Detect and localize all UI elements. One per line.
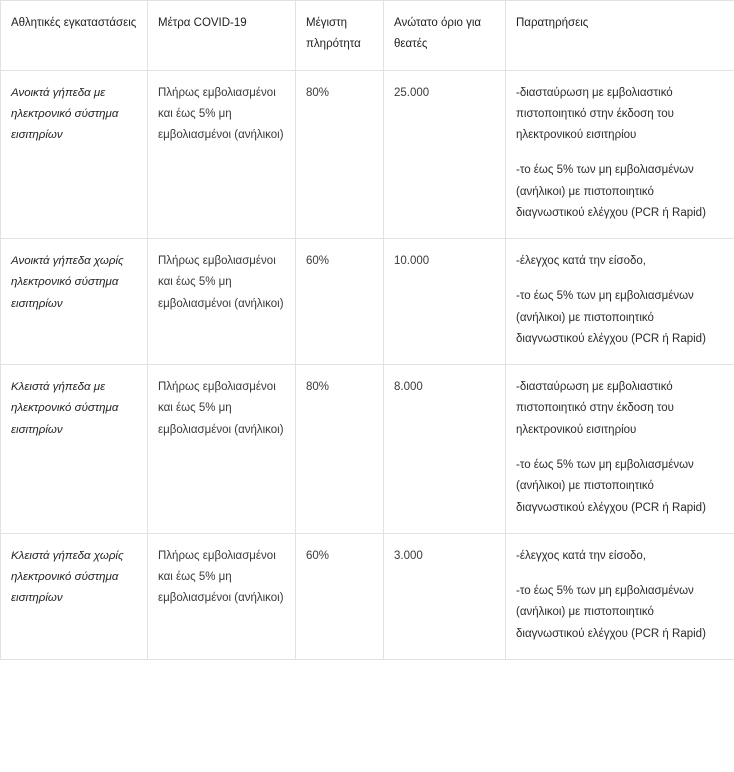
column-header-facilities: Αθλητικές εγκαταστάσεις (1, 1, 148, 71)
note-line: -το έως 5% των μη εμβολιασμένων (ανήλικοι) με πιστοποιητικό διαγνωστικού ελέγχου (PCR ή Rapid) (516, 290, 706, 345)
table-row (1, 533, 734, 659)
cell-notes (506, 533, 734, 659)
note-line: -διασταύρωση με εμβολιαστικό πιστοποιητικό στην έκδοση του ηλεκτρονικού εισιτηρίου (516, 381, 674, 436)
cell-notes (506, 239, 734, 365)
cell-limit: 8.000 (384, 365, 506, 534)
cell-measures: Πλήρως εμβολιασμένοι και έως 5% μη εμβολιασμένοι (ανήλικοι) (148, 70, 296, 239)
table-row (1, 239, 734, 365)
note-line: -έλεγχος κατά την είσοδο, (516, 549, 646, 562)
note-line: -το έως 5% των μη εμβολιασμένων (ανήλικοι) με πιστοποιητικό διαγνωστικού ελέγχου (PCR ή Rapid) (516, 458, 706, 514)
cell-limit: 10.000 (384, 239, 506, 365)
cell-facility: Ανοικτά γήπεδα με ηλεκτρονικό σύστημα εισιτηρίων (1, 70, 148, 239)
note-line: -διασταύρωση με εμβολιαστικό πιστοποιητικό στην έκδοση του ηλεκτρονικού εισιτηρίου (516, 86, 674, 142)
cell-measures: Πλήρως εμβολιασμένοι και έως 5% μη εμβολιασμένοι (ανήλικοι) (148, 239, 296, 365)
cell-capacity: 80% (296, 365, 384, 534)
column-header-limit: Ανώτατο όριο για θεατές (384, 1, 506, 71)
table-header-row (1, 1, 734, 71)
cell-facility: Κλειστά γήπεδα χωρίς ηλεκτρονικό σύστημα εισιτηρίων (1, 533, 148, 659)
table-body (1, 70, 734, 659)
column-header-notes: Παρατηρήσεις (506, 1, 734, 71)
table-row (1, 70, 734, 239)
cell-facility: Ανοικτά γήπεδα χωρίς ηλεκτρονικό σύστημα εισιτηρίων (1, 239, 148, 365)
note-line: -το έως 5% των μη εμβολιασμένων (ανήλικοι) με πιστοποιητικό διαγνωστικού ελέγχου (PCR ή Rapid) (516, 164, 706, 219)
table-header (1, 1, 734, 71)
note-line: -έλεγχος κατά την είσοδο, (516, 255, 646, 268)
note-line: -το έως 5% των μη εμβολιασμένων (ανήλικοι) με πιστοποιητικό διαγνωστικού ελέγχου (PCR ή Rapid) (516, 585, 706, 640)
cell-capacity: 80% (296, 70, 384, 239)
cell-measures: Πλήρως εμβολιασμένοι και έως 5% μη εμβολιασμένοι (ανήλικοι) (148, 533, 296, 659)
cell-measures: Πλήρως εμβολιασμένοι και έως 5% μη εμβολιασμένοι (ανήλικοι) (148, 365, 296, 534)
cell-facility: Κλειστά γήπεδα με ηλεκτρονικό σύστημα εισιτηρίων (1, 365, 148, 534)
column-header-measures: Μέτρα COVID-19 (148, 1, 296, 71)
cell-notes (506, 365, 734, 534)
column-header-capacity: Μέγιστη πληρότητα (296, 1, 384, 71)
cell-capacity: 60% (296, 239, 384, 365)
cell-limit: 25.000 (384, 70, 506, 239)
cell-notes (506, 70, 734, 239)
cell-limit: 3.000 (384, 533, 506, 659)
table-row (1, 365, 734, 534)
cell-capacity: 60% (296, 533, 384, 659)
